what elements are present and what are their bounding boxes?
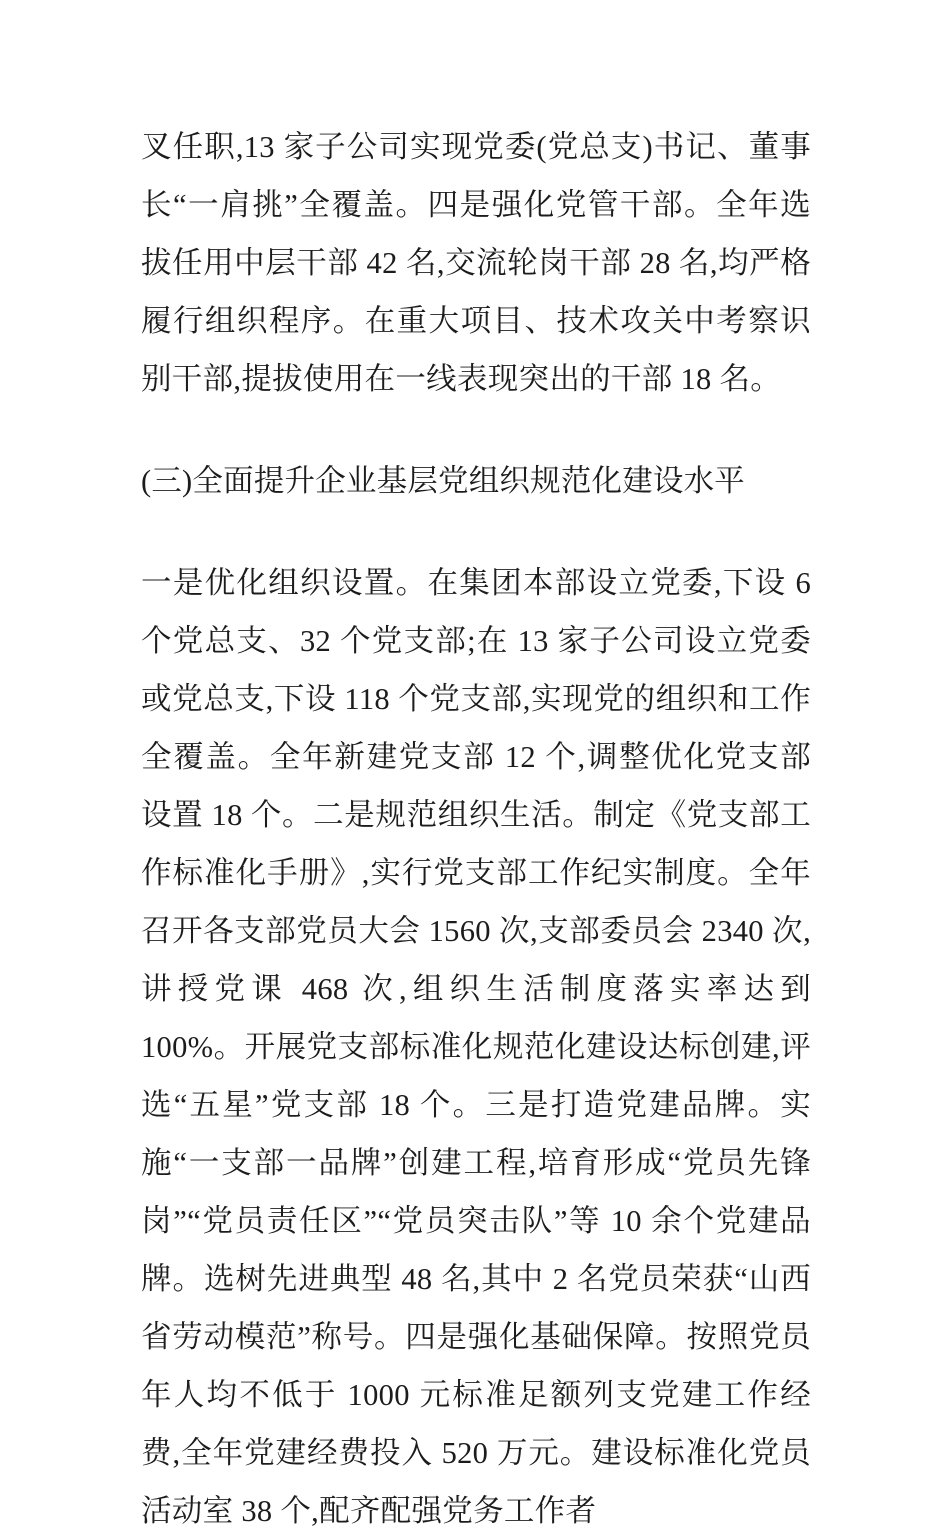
document-text-column [141,118,811,1540]
section-heading-three: (三)全面提升企业基层党组织规范化建设水平 [141,464,746,498]
paragraph-cadre-management: 叉任职,13 家子公司实现党委(党总支)书记、董事长“一肩挑”全覆盖。四是强化党管干部。全年选拔任用中层干部 42 名,交流轮岗干部 28 名,均严格履行组织程序。在重大项目、技术攻关中考察识别干部,提拔使用在一线表现突出的干部 18 名。 [141,130,811,396]
paragraph-grassroots-organization: 一是优化组织设置。在集团本部设立党委,下设 6 个党总支、32 个党支部;在 13 家子公司设立党委或党总支,下设 118 个党支部,实现党的组织和工作全覆盖。全年新建党支部 12 个,调整优化党支部设置 18 个。二是规范组织生活。制定《党支部工作标准化手册》,实行党支部工作纪实制度。全年召开各支部党员大会 1560 次,支部委员会 2340 次,讲授党课 468 次,组织生活制度落实率达到 100%。开展党支部标准化规范化建设达标创建,评选“五星”党支部 18 个。三是打造党建品牌。实施“一支部一品牌”创建工程,培育形成“党员先锋岗”“党员责任区”“党员突击队”等 10 余个党建品牌。选树先进典型 48 名,其中 2 名党员荣获“山西省劳动模范”称号。四是强化基础保障。按照党员年人均不低于 1000 元标准足额列支党建工作经费,全年党建经费投入 520 万元。建设标准化党员活动室 38 个,配齐配强党务工作者 [141,566,811,1528]
